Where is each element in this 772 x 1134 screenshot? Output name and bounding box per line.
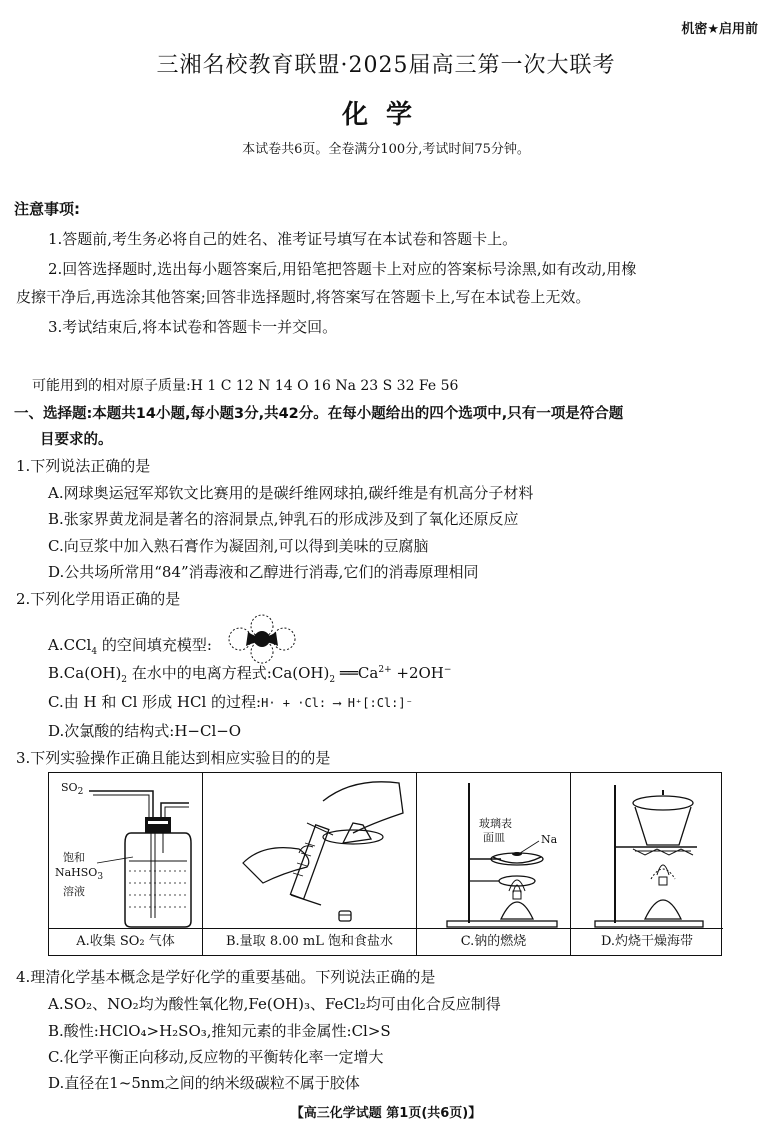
q3-cell-c [417,773,571,955]
q2-option-d: D.次氯酸的结构式:H−Cl−O [48,722,242,740]
q3-cell-b [203,773,417,955]
notice-item-3: 3.考试结束后,将本试卷和答题卡一并交回。 [48,318,338,336]
q1-option-d: D.公共场所常用“84”消毒液和乙醇进行消毒,它们的消毒原理相同 [48,563,479,581]
solution-label-1: 饱和 [63,851,85,864]
q3-cell-a [49,773,203,955]
q4-option-a: A.SO₂、NO₂均为酸性氧化物,Fe(OH)₃、FeCl₂均可由化合反应制得 [48,995,501,1013]
watch-glass-label-1: 玻璃表 [479,817,512,830]
q1-stem: 1.下列说法正确的是 [16,457,151,475]
solution-label-3: 溶液 [63,885,85,898]
q1-option-c: C.向豆浆中加入熟石膏作为凝固剂,可以得到美味的豆腐脑 [48,537,429,555]
caption-d: D.灼烧干燥海带 [571,928,723,955]
sodium-label: Na [541,833,558,846]
q3-cell-d [571,773,723,955]
caption-a: A.收集 SO₂ 气体 [49,928,202,955]
hcl-formation-formula: H· + ·Cl: ⟶ H⁺[:Cl:]⁻ [261,696,413,710]
exam-info: 本试卷共6页。全卷满分100分,考试时间75分钟。 [242,142,530,157]
subject-title: 化学 [341,100,430,130]
ccl4-space-filling-model-icon [228,612,296,664]
notice-item-2a: 2.回答选择题时,选出每小题答案后,用铅笔把答题卡上对应的答案标号涂黑,如有改动,用橡 [48,260,637,278]
q1-option-b: B.张家界黄龙洞是著名的溶洞景点,钟乳石的形成涉及到了氧化还原反应 [48,510,519,528]
watch-glass-label-2: 面皿 [483,831,505,844]
notice-heading: 注意事项: [14,200,80,218]
exam-title: 三湘名校教育联盟·2025届高三第一次大联考 [156,53,616,78]
caption-b: B.量取 8.00 mL 饱和食盐水 [203,928,416,955]
q2-option-b: $B.Ca(OH)_2$ 在水中的电离方程式$:Ca(OH)_2$ $══Ca^{2+} +2OH^-$ [48,664,452,685]
solution-label-2: NaHSO$_3$ [55,866,104,883]
caption-c: C.钠的燃烧 [417,928,570,955]
iron-stand-burner-icon [417,773,571,929]
q1-option-a: A.网球奥运冠军郑钦文比赛用的是碳纤维网球拍,碳纤维是有机高分子材料 [48,484,534,502]
crucible-stand-icon [571,773,723,929]
notice-item-2b: 皮擦干净后,再选涂其他答案;回答非选择题时,将答案写在答题卡上,写在本试卷上无效。 [16,288,591,306]
section-heading-cont: 目要求的。 [40,432,113,448]
q4-option-b: B.酸性:HClO₄>H₂SO₃,推知元素的非金属性:Cl>S [48,1022,391,1040]
q4-stem: 4.理清化学基本概念是学好化学的重要基础。下列说法正确的是 [16,968,436,986]
q4-option-d: D.直径在1~5nm之间的纳米级碳粒不属于胶体 [48,1074,360,1092]
atomic-masses: 可能用到的相对原子质量:H 1 C 12 N 14 O 16 Na 23 S 32 Fe 56 [32,378,459,394]
graduated-cylinder-icon [203,773,417,929]
q2-option-a: A.CCl$_4$ 的空间填充模型: [48,636,212,657]
q2-option-c: C.由 H 和 Cl 形成 HCl 的过程:H· + ·Cl: ⟶ H⁺[:Cl:]⁻ [48,693,413,711]
so2-label: $SO_2$ [61,781,84,798]
section-heading: 一、选择题:本题共14小题,每小题3分,共42分。在每小题给出的四个选项中,只有一项是符合题 [14,406,624,422]
notice-item-1: 1.答题前,考生务必将自己的姓名、准考证号填写在本试卷和答题卡上。 [48,230,518,248]
q3-figure-table [48,772,722,956]
q2-stem: 2.下列化学用语正确的是 [16,590,181,608]
q4-option-c: C.化学平衡正向移动,反应物的平衡转化率一定增大 [48,1048,384,1066]
q3-stem: 3.下列实验操作正确且能达到相应实验目的的是 [16,749,331,767]
confidential-label: 机密★启用前 [681,22,758,37]
page-footer: 【高三化学试题 第1页(共6页)】 [290,1106,482,1121]
